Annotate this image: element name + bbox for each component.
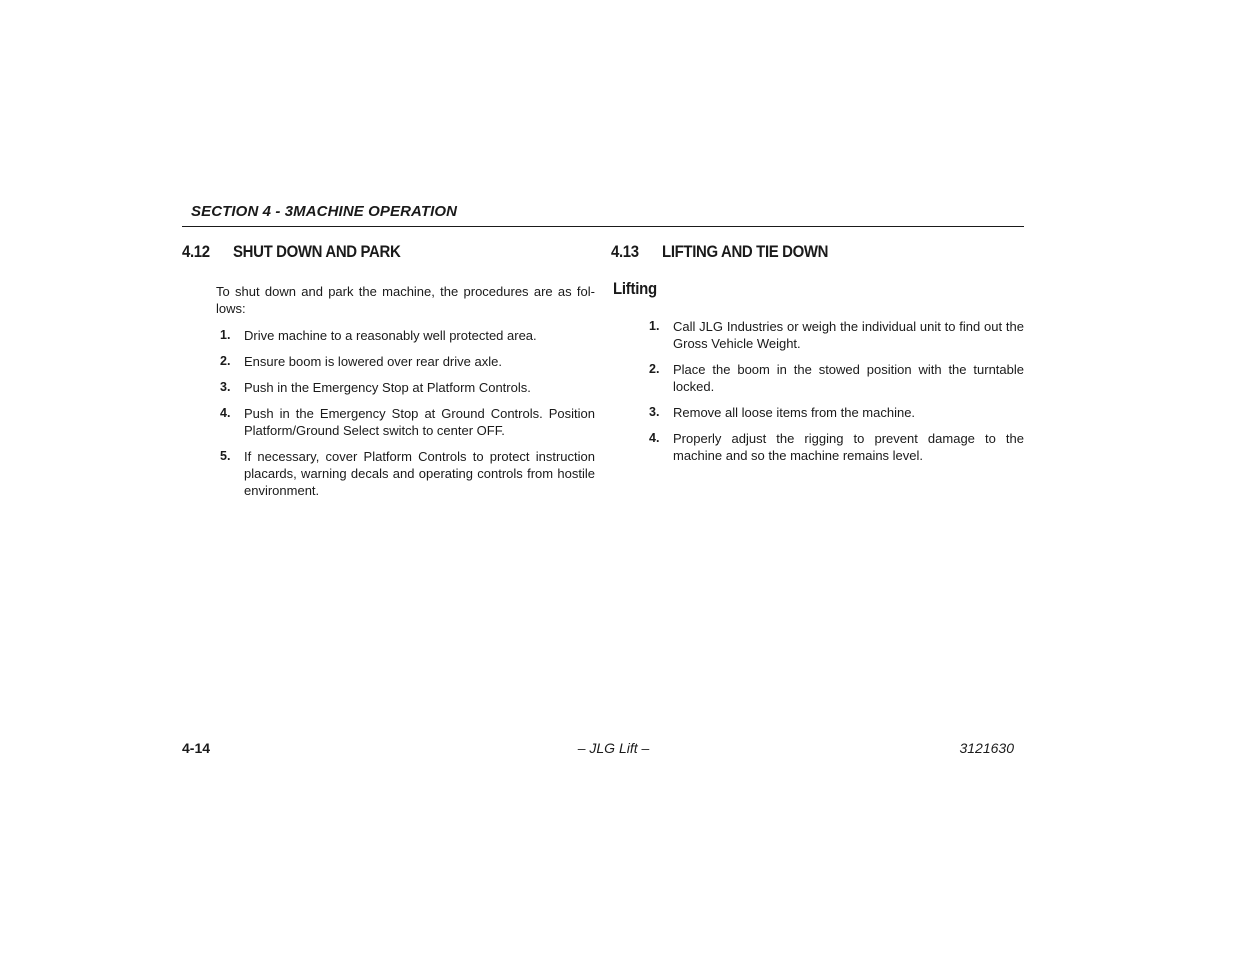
section-title: LIFTING AND TIE DOWN: [662, 242, 829, 261]
footer-title: – JLG Lift –: [577, 740, 650, 756]
step-text: If necessary, cover Platform Controls to protect instruction placards, warning decals and operating controls from hostile environment.: [244, 449, 595, 498]
left-column: [182, 241, 595, 508]
step-number: 3.: [220, 380, 231, 394]
step-number: 3.: [649, 405, 660, 419]
list-item: [611, 430, 1024, 464]
list-item: [182, 379, 595, 396]
step-text: Drive machine to a reasonably well protected area.: [244, 328, 537, 343]
document-number: 3121630: [959, 740, 1014, 756]
step-text: Place the boom in the stowed position with the turntable locked.: [673, 362, 1024, 394]
list-item: [611, 361, 1024, 395]
subheading-lifting: Lifting: [613, 279, 657, 298]
step-number: 2.: [220, 354, 231, 368]
section-heading-shut-down: [182, 241, 545, 263]
step-number: 4.: [220, 406, 231, 420]
section-number: 4.12: [182, 242, 210, 261]
step-number: 4.: [649, 431, 660, 445]
step-text: Properly adjust the rigging to prevent damage to the machine and so the machine remains level.: [673, 431, 1024, 463]
list-item: [182, 327, 595, 344]
section-title: SHUT DOWN AND PARK: [233, 242, 401, 261]
intro-paragraph: To shut down and park the machine, the procedures are as fol-lows:: [216, 284, 595, 316]
step-number: 2.: [649, 362, 660, 376]
step-text: Push in the Emergency Stop at Platform Controls.: [244, 380, 531, 395]
section-heading-lifting: [611, 241, 974, 263]
step-text: Push in the Emergency Stop at Ground Controls. Position Platform/Ground Select switch to center OFF.: [244, 406, 595, 438]
list-item: [611, 318, 1024, 352]
section-number: 4.13: [611, 242, 639, 261]
section-header: SECTION 4 - 3MACHINE OPERATION: [191, 203, 458, 220]
step-number: 5.: [220, 449, 231, 463]
header-divider: [182, 226, 1024, 227]
page-number: 4-14: [182, 740, 211, 756]
step-number: 1.: [220, 328, 231, 342]
step-text: Call JLG Industries or weigh the individual unit to find out the Gross Vehicle Weight.: [673, 319, 1024, 351]
step-text: Ensure boom is lowered over rear drive axle.: [244, 354, 502, 369]
list-item: [611, 404, 1024, 421]
shut-down-steps: [182, 327, 595, 499]
list-item: [182, 353, 595, 370]
step-number: 1.: [649, 319, 660, 333]
lifting-steps: [611, 318, 1024, 464]
right-column: [611, 241, 1024, 473]
list-item: [182, 405, 595, 439]
step-text: Remove all loose items from the machine.: [673, 405, 916, 420]
list-item: [182, 448, 595, 499]
